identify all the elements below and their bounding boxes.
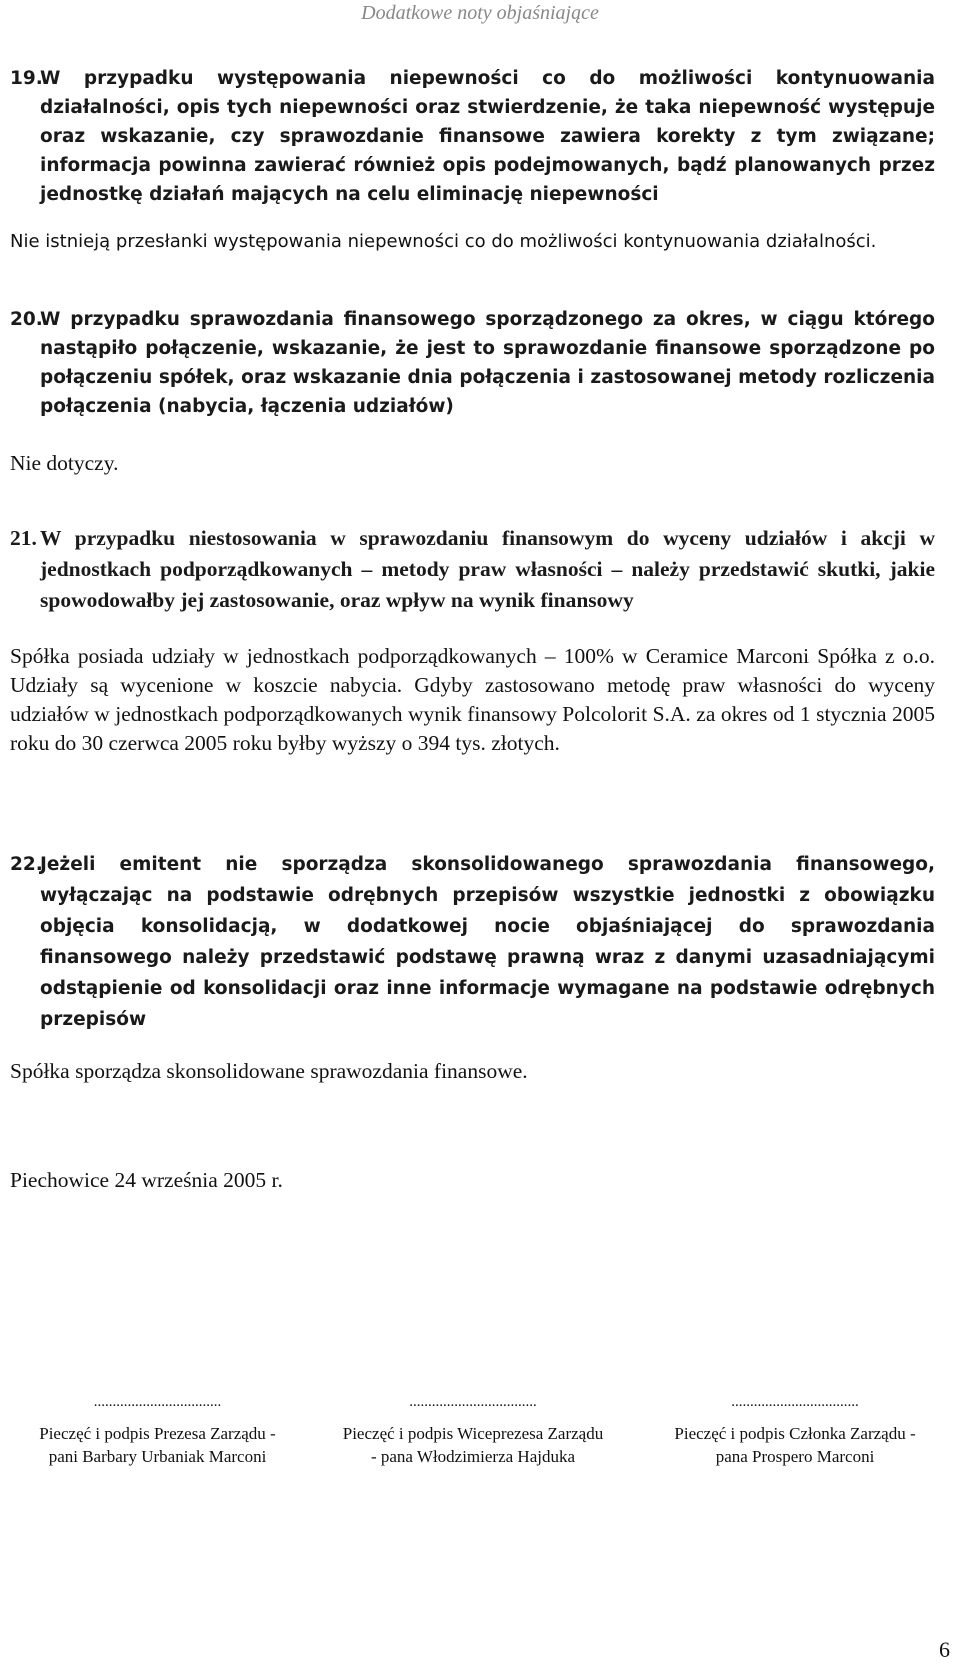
signature-block-board-member xyxy=(645,1395,945,1468)
signature-line: .................................. xyxy=(409,1394,537,1410)
note-number: 22. xyxy=(10,854,43,875)
signature-block-vice-president xyxy=(318,1395,628,1468)
note-22-heading xyxy=(10,849,935,1035)
note-20-body: Nie dotyczy. xyxy=(10,451,119,475)
note-21-heading xyxy=(10,523,935,616)
page-header: Dodatkowe noty objaśniające xyxy=(361,2,599,24)
note-20-heading xyxy=(10,305,935,421)
note-number: 19. xyxy=(10,68,43,89)
note-number: 21. xyxy=(10,526,37,550)
signature-caption-1: Pieczęć i podpis Prezesa Zarządu - xyxy=(39,1424,276,1443)
note-heading-text: W przypadku występowania niepewności co do możliwości kontynuowania działalności, opis tych niepewności oraz stwierdzenie, że taka niepewność występuje oraz wskazanie, czy sprawozdanie finansowe zawiera korekty z tym związane; informacja powinna zawierać również opis podejmowanych, bądź planowanych przez jednostkę działań mających na celu eliminację niepewności xyxy=(40,68,935,205)
note-number: 20. xyxy=(10,309,43,330)
signature-line: .................................. xyxy=(731,1394,859,1410)
note-22-body: Spółka sporządza skonsolidowane sprawozdania finansowe. xyxy=(10,1059,528,1083)
note-21-body: Spółka posiada udziały w jednostkach podporządkowanych – 100% w Ceramice Marconi Spółka z o.o. Udziały są wycenione w koszcie nabycia. Gdyby zastosowano metodę praw własności do wyceny udziałów w jednostkach podporządkowanych wynik finansowy Polcolorit S.A. za okres od 1 stycznia 2005 roku do 30 czerwca 2005 roku byłby wyższy o 394 tys. złotych. xyxy=(10,644,935,755)
note-heading-text: W przypadku sprawozdania finansowego sporządzonego za okres, w ciągu którego nastąpiło połączenie, wskazanie, że jest to sprawozdanie finansowe sporządzone po połączeniu spółek, oraz wskazanie dnia połączenia i zastosowanej metody rozliczenia połączenia (nabycia, łączenia udziałów) xyxy=(40,309,935,417)
note-heading-text: W przypadku niestosowania w sprawozdaniu finansowym do wyceny udziałów i akcji w jednostkach podporządkowanych – metody praw własności – należy przedstawić skutki, jakie spowodowałby jej zastosowanie, oraz wpływ na wynik finansowy xyxy=(40,526,935,612)
note-20 xyxy=(10,305,935,478)
note-19 xyxy=(10,64,935,256)
signature-caption-1: Pieczęć i podpis Członka Zarządu - xyxy=(674,1424,916,1443)
signature-caption-1: Pieczęć i podpis Wiceprezesa Zarządu xyxy=(342,1424,604,1443)
note-21 xyxy=(10,523,935,758)
note-19-body: Nie istnieją przesłanki występowania niepewności co do możliwości kontynuowania działalności. xyxy=(10,231,877,252)
note-22 xyxy=(10,849,935,1086)
signature-caption-2: pani Barbary Urbaniak Marconi xyxy=(48,1447,267,1466)
signature-caption-2: pana Prospero Marconi xyxy=(715,1447,875,1466)
page-number: 6 xyxy=(939,1637,950,1662)
signature-block-president xyxy=(10,1395,305,1468)
signature-line: .................................. xyxy=(93,1394,222,1410)
note-heading-text: Jeżeli emitent nie sporządza skonsolidowanego sprawozdania finansowego, wyłączając na podstawie odrębnych przepisów wszystkie jednostki z obowiązku objęcia konsolidacją, w dodatkowej nocie objaśniającej do sprawozdania finansowego należy przedstawić podstawę prawną wraz z danymi uzasadniającymi odstąpienie od konsolidacji oraz inne informacje wymagane na podstawie odrębnych przepisów xyxy=(40,854,935,1030)
note-19-heading xyxy=(10,64,935,209)
signature-caption-2: - pana Włodzimierza Hajduka xyxy=(370,1447,576,1466)
place-date: Piechowice 24 września 2005 r. xyxy=(10,1168,283,1192)
